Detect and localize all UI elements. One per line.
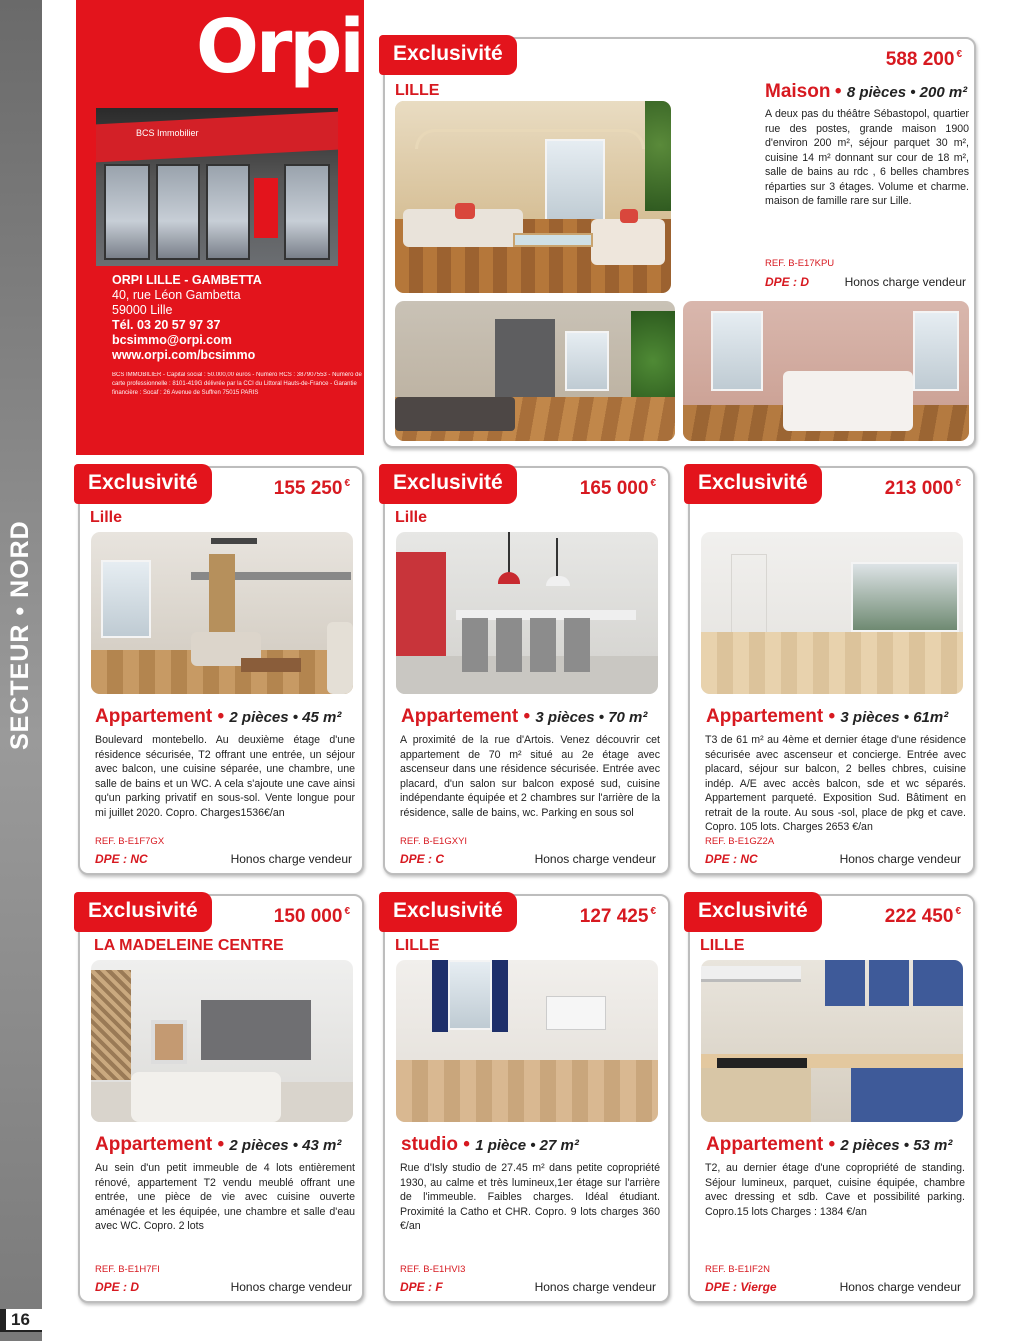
listing-ref: REF. B-E1F7GX: [95, 836, 165, 847]
bed: [783, 371, 913, 431]
closet-door: [731, 554, 767, 634]
page-number: 16: [0, 1309, 42, 1331]
parquet-floor: [701, 632, 963, 694]
mirror-frame: [211, 538, 257, 544]
listing-photo: [701, 960, 963, 1122]
cushion: [620, 209, 638, 223]
listing-ref: REF. B-E1H7FI: [95, 1264, 160, 1275]
listing-city: Lille: [395, 509, 428, 526]
shop-window: [284, 164, 330, 260]
fireplace: [151, 1020, 187, 1064]
listing-photo: [701, 532, 963, 694]
agency-legal: BCS IMMOBILIER - Capital social : 50.000,00 euros - Numéro RCS : 387907553 - Numéro de carte professionnelle : 8101-419G délivrée par la CCI du Littoral Hauts-de-France - Garantie financière : Socaf : 26 Avenue de Suffren 75015 PARIS: [112, 372, 362, 396]
pendant-lamp: [546, 576, 570, 586]
listing-description: A proximité de la rue d'Artois. Venez découvrir cet appartement de 70 m² situé au 2e étage avec ascenseur dans une résidence sécurisée. Entrée avec placard, d'un salon sur balcon exposé sud, cuisine indépendante équipée et 2 chambres sur l'arrière de la résidence, salle de bains, wc. Parking en sous sol: [400, 734, 660, 819]
listing-card[interactable]: [383, 466, 670, 875]
page-rule: [0, 1330, 42, 1332]
kitchenette: [546, 996, 606, 1030]
agency-contact: [112, 273, 262, 363]
range-hood: [701, 966, 801, 982]
listing-title: studio • 1 pièce • 27 m²: [401, 1134, 579, 1155]
listing-card[interactable]: [78, 466, 364, 875]
agency-panel: [76, 0, 364, 455]
property-type: Appartement: [95, 1134, 213, 1155]
listing-dpe: DPE : D: [765, 275, 810, 289]
window: [545, 139, 605, 223]
door: [495, 319, 555, 399]
chair: [564, 618, 590, 672]
listing-title: Appartement • 2 pièces • 43 m²: [95, 1134, 342, 1155]
parquet-floor: [396, 1060, 658, 1122]
sofa: [591, 219, 665, 265]
listing-price: [885, 478, 961, 500]
kitchen-units: [201, 1000, 311, 1060]
exclusivity-badge: Exclusivité: [379, 464, 517, 504]
price-value: 155 250: [273, 478, 343, 499]
listing-honos: Honos charge vendeur: [839, 1280, 961, 1294]
property-type: Appartement: [706, 706, 824, 727]
listing-ref: REF. B-E1HVI3: [400, 1264, 466, 1275]
property-details: 3 pièces • 70 m²: [535, 709, 648, 726]
exclusivity-badge: Exclusivité: [684, 464, 822, 504]
shop-sign: [96, 112, 338, 163]
agency-phone[interactable]: Tél. 03 20 57 97 37: [112, 318, 221, 332]
plant: [645, 101, 671, 211]
window: [101, 560, 151, 638]
listing-price: [274, 478, 350, 500]
armchair: [327, 622, 353, 694]
property-details: 1 pièce • 27 m²: [475, 1137, 579, 1154]
listing-description: Rue d'Isly studio de 27.45 m² dans petite copropriété 1930, au calme et très lumineux,1er étage sur l'arrière de l'immeuble. Faibles charges. Idéal étudiant. Proximité la Catho et CHR. Copro. 9 lots charges 360 €/an: [400, 1162, 660, 1232]
listing-photo: [91, 960, 353, 1122]
listing-honos: Honos charge vendeur: [230, 1280, 352, 1294]
plant: [631, 311, 675, 411]
listing-description: T3 de 61 m² au 4ème et dernier étage d'une résidence sécurisée avec ascenseur et concierge. Entrée avec placard, séjour sur balcon, 2 belles chbres, cuisine indép. A/E avec accès balcon, sde et wc séparés. Appartement parqueté. Exposition Sud. Bâtiment en retrait de la route. Au sous -sol, place de pkg et cave. Copro. 105 lots. Charges 2653 €/an: [705, 734, 966, 833]
listing-honos: Honos charge vendeur: [230, 852, 352, 866]
listing-card[interactable]: [688, 894, 975, 1303]
listing-dpe: DPE : Vierge: [705, 1280, 777, 1294]
listing-ref: REF. B-E1GXYI: [400, 836, 468, 847]
wall-cabinet: [913, 960, 963, 1006]
shop-sign-text: BCS Immobilier: [136, 128, 199, 138]
chair: [462, 618, 488, 672]
listing-description: Boulevard montebello. Au deuxième étage d'une résidence sécurisée, T2 offrant une entrée, un séjour avec balcon, une cuisine séparée, une chambre, une salle de bains et un WC. A cela s'ajoute une cave ainsi qu'un parking privatif en sous-sol. Vente longue pour mi juillet 2020. Copro. Charges1536€/an: [95, 734, 355, 819]
shop-window: [206, 164, 250, 260]
window: [913, 311, 959, 391]
hob: [717, 1058, 807, 1068]
price-value: 150 000: [273, 906, 343, 927]
exclusivity-badge: Exclusivité: [74, 892, 212, 932]
room-divider: [91, 970, 131, 1080]
coffee-table: [513, 233, 593, 247]
balcony-window: [851, 562, 959, 632]
listing-city: LILLE: [395, 937, 440, 954]
listing-city: LA MADELEINE CENTRE: [94, 937, 284, 954]
curtain: [492, 960, 508, 1032]
listing-card[interactable]: [78, 894, 364, 1303]
agency-email[interactable]: bcsimmo@orpi.com: [112, 333, 232, 347]
section-label: SECTEUR • NORD: [6, 520, 34, 750]
cushion: [455, 203, 475, 219]
price-currency: €: [956, 49, 962, 60]
listing-card[interactable]: [688, 466, 975, 875]
property-type: studio: [401, 1134, 458, 1155]
price-currency: €: [650, 478, 656, 489]
orpi-logo: Orpi: [196, 4, 362, 90]
listing-city: LILLE: [395, 82, 440, 99]
price-value: 588 200: [885, 49, 955, 70]
property-type: Maison: [765, 81, 831, 102]
listing-description: A deux pas du théâtre Sébastopol, quartier rue des postes, grande maison 1900 d'environ 200 m², séjour parquet 30 m², cuisine 14 m² donnant sur cour de 18 m², salle de bains au rdc , 6 belles chambres réparties sur 3 étages. Volume et charme. maison de famille rare sur Lille.: [765, 108, 969, 207]
featured-listing-card[interactable]: [383, 37, 976, 448]
property-details: 2 pièces • 45 m²: [229, 709, 342, 726]
agency-storefront-photo: [96, 108, 338, 266]
interior-photo: [395, 301, 675, 441]
sofa: [131, 1072, 281, 1122]
listing-honos: Honos charge vendeur: [534, 1280, 656, 1294]
shop-poster: [254, 178, 278, 238]
chair: [496, 618, 522, 672]
tile-floor: [396, 656, 658, 694]
listing-price: [580, 478, 656, 500]
window: [711, 311, 763, 391]
listing-dpe: DPE : F: [400, 1280, 443, 1294]
price-value: 165 000: [579, 478, 649, 499]
listing-title: Appartement • 3 pièces • 61m²: [706, 706, 949, 727]
price-currency: €: [650, 906, 656, 917]
listing-title: Appartement • 2 pièces • 45 m²: [95, 706, 342, 727]
exclusivity-badge: Exclusivité: [74, 464, 212, 504]
listing-price: [886, 49, 962, 71]
curtain: [432, 960, 448, 1032]
listing-dpe: DPE : NC: [705, 852, 758, 866]
arch-moulding: [415, 129, 645, 149]
window: [565, 331, 609, 391]
coffee-table: [241, 658, 301, 672]
wall: [395, 101, 671, 221]
listing-card[interactable]: [383, 894, 670, 1303]
window: [448, 960, 492, 1030]
exclusivity-badge: Exclusivité: [684, 892, 822, 932]
property-type: Appartement: [95, 706, 213, 727]
shop-door: [156, 164, 200, 260]
agency-name: ORPI LILLE - GAMBETTA: [112, 273, 262, 287]
chair: [530, 618, 556, 672]
listing-honos: Honos charge vendeur: [534, 852, 656, 866]
listing-title: Appartement • 3 pièces • 70 m²: [401, 706, 648, 727]
listing-ref: REF. B-E1GZ2A: [705, 836, 775, 847]
listing-city: Lille: [90, 509, 123, 526]
listing-honos: Honos charge vendeur: [844, 275, 966, 289]
listing-photo: [396, 960, 658, 1122]
base-cabinets: [851, 1068, 963, 1122]
price-value: 222 450: [884, 906, 954, 927]
listing-dpe: DPE : NC: [95, 852, 148, 866]
exclusivity-badge: Exclusivité: [379, 892, 517, 932]
price-currency: €: [344, 906, 350, 917]
base-cabinets: [701, 1068, 811, 1122]
wall-cabinet: [825, 960, 865, 1006]
listing-price: [274, 906, 350, 928]
agency-postcode: 59000 Lille: [112, 303, 173, 317]
property-details: 2 pièces • 43 m²: [229, 1137, 342, 1154]
property-type: Appartement: [706, 1134, 824, 1155]
listing-description: T2, au dernier étage d'une copropriété de standing. Séjour lumineux, parquet, cuisine équipée, chambre avec dressing et sdb. Cave et possibilité parking. Copro.15 lots Charges : 1384 €/an: [705, 1162, 965, 1218]
listing-photo: [91, 532, 353, 694]
property-type: Appartement: [401, 706, 519, 727]
listing-dpe: DPE : D: [95, 1280, 140, 1294]
price-currency: €: [955, 906, 961, 917]
agency-address: 40, rue Léon Gambetta: [112, 288, 241, 302]
price-currency: €: [955, 478, 961, 489]
listing-title: Appartement • 2 pièces • 53 m²: [706, 1134, 953, 1155]
listing-title: Maison • 8 pièces • 200 m²: [765, 81, 968, 102]
price-value: 127 425: [579, 906, 649, 927]
living-room-photo: [395, 101, 671, 293]
pendant-cord: [508, 532, 510, 574]
bedroom-photo: [683, 301, 969, 441]
listing-photo: [396, 532, 658, 694]
price-value: 213 000: [884, 478, 954, 499]
exclusivity-badge: Exclusivité: [379, 35, 517, 75]
agency-website[interactable]: www.orpi.com/bcsimmo: [112, 348, 256, 362]
shop-window: [104, 164, 150, 260]
listing-dpe: DPE : C: [400, 852, 445, 866]
price-currency: €: [344, 478, 350, 489]
listing-city: LILLE: [700, 937, 745, 954]
sofa: [395, 397, 515, 431]
listing-price: [580, 906, 656, 928]
pendant-cord: [556, 538, 558, 578]
listing-ref: REF. B-E1IF2N: [705, 1264, 770, 1275]
property-details: 3 pièces • 61m²: [840, 709, 949, 726]
property-details: 2 pièces • 53 m²: [840, 1137, 953, 1154]
wall-cabinet: [869, 960, 909, 1006]
property-details: 8 pièces • 200 m²: [846, 84, 968, 101]
listing-price: [885, 906, 961, 928]
listing-description: Au sein d'un petit immeuble de 4 lots entièrement rénové, appartement T2 vendu meublé offrant une entrée, une pièce de vie avec cuisine ouverte aménagée et les équipée, une chambre et salle d'eau avec WC. Copro. 2 lots: [95, 1162, 355, 1232]
bookshelf: [209, 554, 235, 644]
listing-honos: Honos charge vendeur: [839, 852, 961, 866]
listing-ref: REF. B-E17KPU: [765, 258, 835, 269]
